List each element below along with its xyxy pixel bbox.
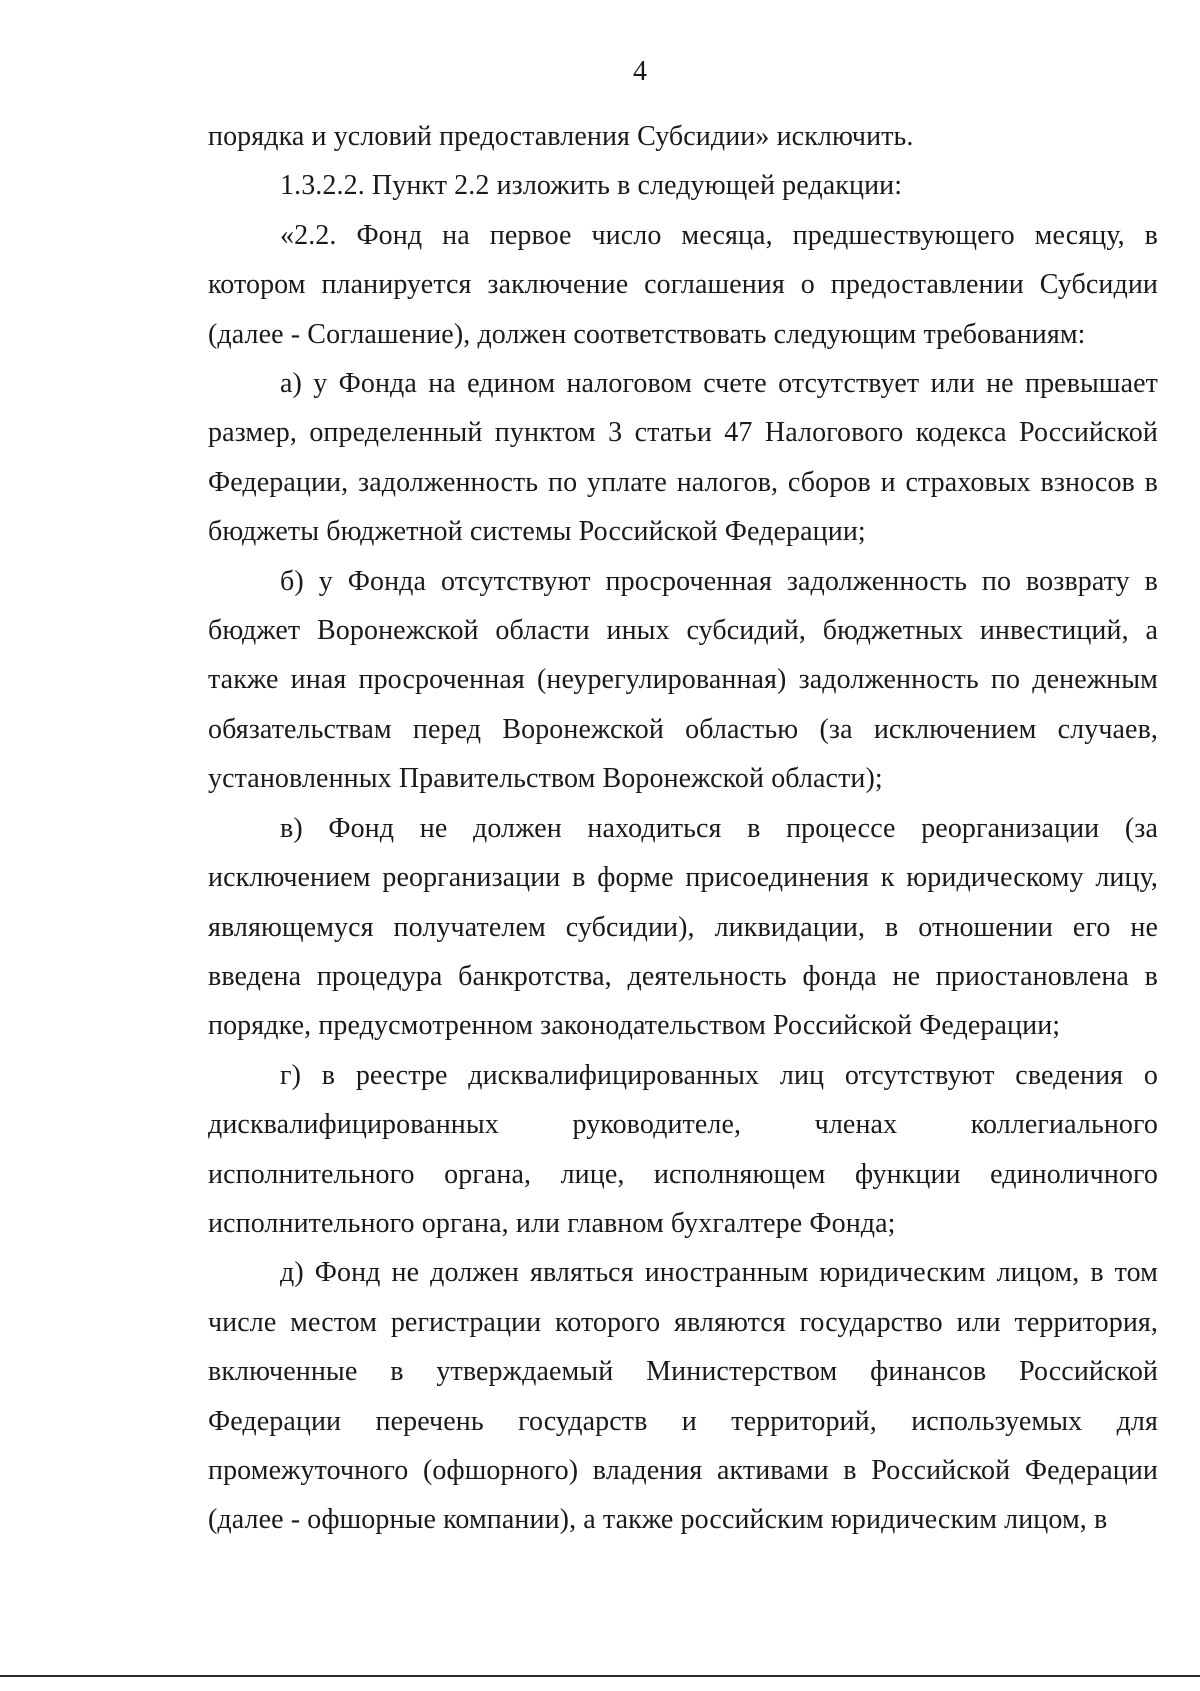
paragraph-clause-1-3-2-2: 1.3.2.2. Пункт 2.2 изложить в следующей редакции: <box>280 170 903 202</box>
page-number: 4 <box>632 56 648 87</box>
paragraph-continuation: порядка и условий предоставления Субсидии» исключить. <box>208 121 914 152</box>
document-body <box>208 112 1158 1545</box>
paragraph-item-g: г) в реестре дисквалифицированных лиц отсутствуют сведения о дисквалифицированных руководителе, членах коллегиального исполнительного органа, лице, исполняющем функции единоличного исполнительного органа, или главном бухгалтере Фонда; <box>208 1059 1158 1239</box>
paragraph-item-d: д) Фонд не должен являться иностранным юридическим лицом, в том числе местом регистрации которого являются государство или территория, включенные в утверждаемый Министерством финансов Российской Федерации перечень государств и территорий, используемых для промежуточного (офшорного) владения активами в Российской Федерации (далее - офшорные компании), а также российским юридическим лицом, в <box>208 1257 1158 1536</box>
paragraph-item-a: а) у Фонда на едином налоговом счете отсутствует или не превышает размер, определенный пунктом 3 статьи 47 Налогового кодекса Российской Федерации, задолженность по уплате налогов, сборов и страховых взносов в бюджеты бюджетной системы Российской Федерации; <box>208 368 1158 548</box>
paragraph-item-b: б) у Фонда отсутствуют просроченная задолженность по возврату в бюджет Воронежской области иных субсидий, бюджетных инвестиций, а также иная просроченная (неурегулированная) задолженность по денежным обязательствам перед Воронежской областью (за исключением случаев, установленных Правительством Воронежской области); <box>208 565 1158 795</box>
paragraph-clause-2-2: «2.2. Фонд на первое число месяца, предшествующего месяцу, в котором планируется заключение соглашения о предоставлении Субсидии (далее - Соглашение), должен соответствовать следующим требованиям: <box>208 219 1158 350</box>
paragraph-item-v: в) Фонд не должен находиться в процессе реорганизации (за исключением реорганизации в форме присоединения к юридическому лицу, являющемуся получателем субсидии), ликвидации, в отношении его не введена процедура банкротства, деятельность фонда не приостановлена в порядке, предусмотренном законодательством Российской Федерации; <box>208 812 1158 1042</box>
bottom-scan-edge <box>0 1675 1200 1677</box>
